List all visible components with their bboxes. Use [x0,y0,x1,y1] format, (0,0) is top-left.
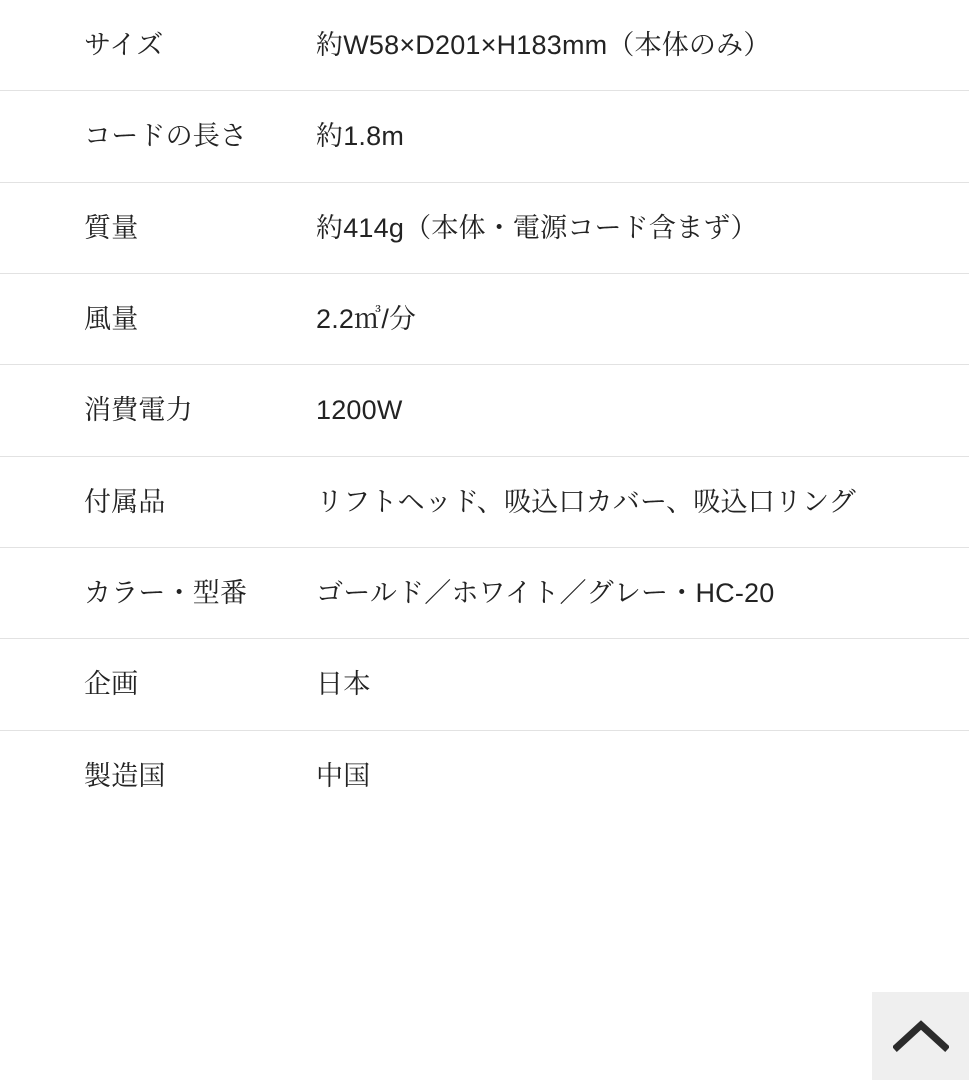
chevron-up-icon [893,1019,949,1053]
spec-label-weight: 質量 [84,212,139,243]
spec-label-power-consumption: 消費電力 [84,395,193,426]
spec-label-accessories: 付属品 [84,486,166,517]
spec-value-size: 約W58×D201×H183mm（本体のみ） [316,30,771,60]
spec-label-size: サイズ [84,30,164,60]
spec-value-color-model: ゴールド／ホワイト／グレー・HC-20 [316,577,775,608]
scroll-to-top-button[interactable] [872,992,969,1080]
spec-label-color-model: カラー・型番 [84,577,248,608]
spec-label-country-of-manufacture: 製造国 [84,760,166,791]
table-row [0,639,969,730]
table-row [0,456,969,547]
table-row [0,730,969,821]
spec-label-airflow: 風量 [84,303,139,334]
table-row [0,547,969,638]
table-row [0,273,969,364]
spec-value-accessories: リフトヘッド、吸込口カバー、吸込口リング [316,486,856,517]
spec-value-power-consumption: 1200W [316,395,403,426]
spec-value-cord-length: 約1.8m [316,121,405,152]
spec-value-weight: 約414g（本体・電源コード含まず） [316,212,758,243]
spec-value-country-of-manufacture: 中国 [316,760,371,791]
spec-value-planning: 日本 [316,669,371,700]
table-row [0,365,969,456]
spec-label-cord-length: コードの長さ [84,121,248,152]
spec-label-planning: 企画 [84,669,139,700]
table-row [0,0,969,91]
table-row [0,182,969,273]
table-row [0,91,969,182]
spec-value-airflow: 2.2㎥/分 [316,303,417,334]
